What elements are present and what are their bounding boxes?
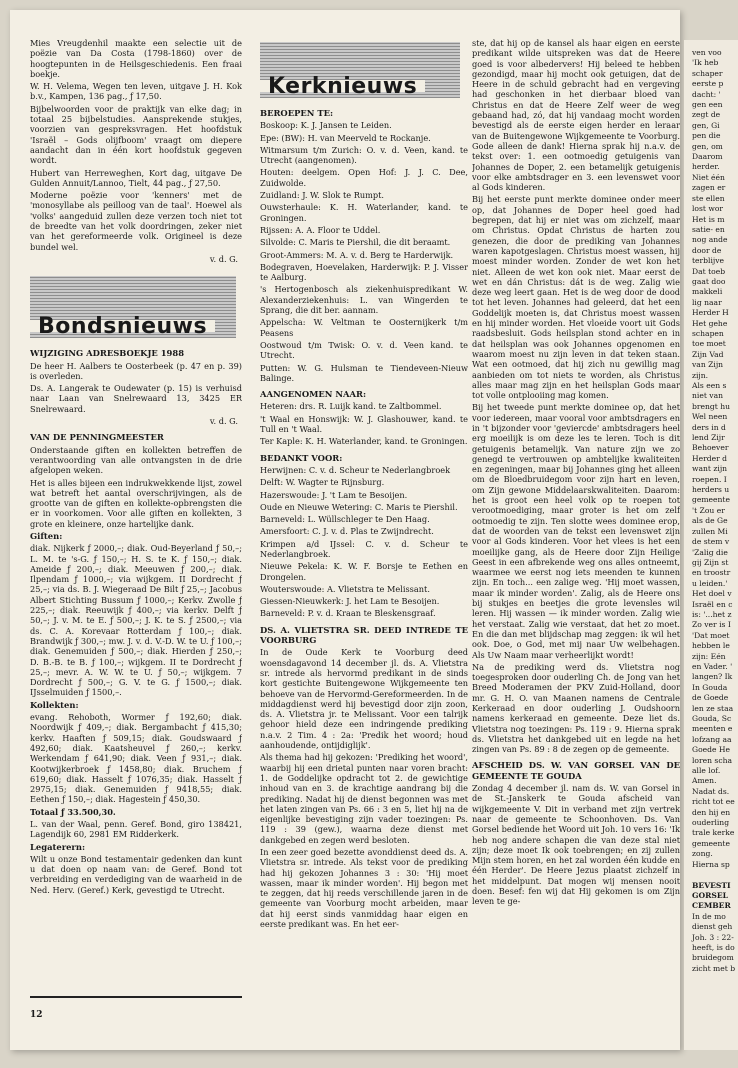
beroepen-item: Boskoop: K. J. Jansen te Leiden. (260, 120, 392, 131)
next-page-line: u leiden.' (692, 578, 728, 588)
next-page-line: dienst geh (692, 922, 733, 932)
next-page-line: Nadat ds. (692, 786, 730, 796)
next-page-line: zagen er (692, 183, 726, 193)
signature: v. d. G. (209, 253, 238, 264)
heading-penningmeester: VAN DE PENNINGMEESTER (30, 432, 164, 443)
next-page-line: gaat doo (692, 276, 726, 286)
next-page-line: ders in d (692, 422, 726, 432)
next-page-line: den hij en (692, 807, 731, 817)
next-page-line: langen? Ik (692, 672, 733, 682)
next-page-line: Niet één (692, 172, 725, 182)
next-page-line: want zijn (692, 464, 728, 474)
next-page-text (684, 40, 738, 974)
magazine-page (10, 10, 680, 1050)
totaal-note: L. van der Waal, penn. Geref. Bond, giro 138421, Lagendijk 60, 2981 EM Ridderkerk. (30, 819, 242, 840)
banner-title: Bondsnieuws (30, 320, 215, 332)
next-page-line: niet van (692, 391, 723, 401)
aangenomen-item: Ter Kaple: K. H. Waterlander, kand. te Groningen. (260, 436, 468, 447)
book-review-2-title: W. H. Velema, Wegen ten leven, uitgave J. H. Kok b.v., Kampen, 136 pag., ƒ 17,50. (30, 81, 242, 102)
next-page-line: Israël en c (692, 599, 733, 609)
next-page-line: 't Zou er (692, 505, 725, 515)
bedankt-item: Wouterswoude: A. Vlietstra te Melissant. (260, 583, 430, 594)
next-page-line: Wel neen (692, 412, 728, 422)
next-page-line: lofzang aa (692, 734, 732, 744)
intrede-para: Als thema had hij gekozen: 'Prediking het woord', waarbij hij een drietal punten naar voren bracht: 1. de Goddelijke opdracht tot 2. de gewichtige inhoud van en 3. de krachtige aandrang bij die prediking. Nadat hij de dienst begonnen was met het laten zingen van Ps. 66 : 3 en 5, liet hij na de eigenlijke bevestiging zijn vader toezingen: Ps. 119 : 39 (gew.), waarna deze dienst met dankgebed en zegen werd besloten. (260, 752, 468, 845)
legaten-text: Wilt u onze Bond testamentair gedenken dan kunt u dat doen op naam van: de Geref. Bond tot verbreiding en verdediging van de waarheid in de Ned. Herv. (Geref.) Kerk, gevestigd te Utrecht. (30, 853, 242, 895)
next-page-line: Herder H (692, 308, 729, 318)
next-page-line: dacht: ' (692, 89, 721, 99)
adres-item: Ds. A. Langerak te Oudewater (p. 15) is verhuisd naar Laan van Snelrewaard 13, 3425 ER Snelrewaard. (30, 383, 242, 414)
next-page-line: alle lof. (692, 766, 721, 776)
next-page-line: roepen. I (692, 474, 727, 484)
giften-list: diak. Nijkerk ƒ 2000,–; diak. Oud-Beyerland ƒ 50,–; L. M. te 's-G. ƒ 150,–; H. S. te K. ƒ 150,–; diak. Ameide ƒ 200,–; diak. Meeuwen ƒ 200,–; diak. Ilpendam ƒ 1000,–; via wijkgem. II Dordrecht ƒ 25,–; via ds. B. J. Wiegeraad De Bilt ƒ 25,–; Jacobus Albert Stichting Bussum ƒ 1000,–; Kerkv. Zwolle ƒ 225,–; diak. Reeuwijk ƒ 400,–; via kerkv. Delft ƒ 50,–; J. v. M. te E. ƒ 500,–; J. K. te S. ƒ 2500,–; via ds. C. A. Korevaar Rotterdam ƒ 100,–; diak. Brandwijk ƒ 300,–; mw. J. v. d. V.-D. W. te U. ƒ 100,–; diak. Genemuiden ƒ 500,–; diak. Hierden ƒ 250,–; D. B.-B. te B. ƒ 100,–; wijkgem. II te Dordrecht ƒ 25,–; mevr. A. W. W. te U. ƒ 50,–; wijkgem. 7 Dordrecht ƒ 500,–; G. V. te G. ƒ 1500,–; diak. IJsselmuiden ƒ 1500,–. (30, 543, 242, 698)
next-page-line: Daarom (692, 152, 723, 162)
beroepen-item: Putten: W. G. Hulsman te Tiendeveen-Nieuw Balinge. (260, 362, 468, 383)
heading-aangenomen: AANGENOMEN NAAR: (260, 389, 367, 400)
next-page-line: ven voo (692, 48, 722, 57)
beroepen-item: Oostwoud t/m Twisk: O. v. d. Veen kand. te Utrecht. (260, 339, 468, 361)
next-page-line: In de mo (692, 911, 726, 921)
next-page-line: van Zijn (692, 360, 724, 370)
next-page-edge (684, 40, 738, 1050)
next-page-line: Amen. (692, 776, 717, 786)
next-page-line: nog ande (692, 235, 728, 245)
beroepen-item: Groot-Ammers: M. A. v. d. Berg te Harderwijk. (260, 249, 454, 260)
next-page-line: de Goede (692, 693, 729, 703)
next-page-line: 'Ik heb (692, 58, 719, 68)
bedankt-item: Herwijnen: C. v. d. Scheur te Nederlangbroek (260, 464, 451, 475)
next-page-line: Gouda, Sc (692, 714, 732, 723)
next-page-line: lend Zijr (692, 433, 725, 443)
next-page-line: 'Dat moet (692, 630, 730, 640)
next-page-line: Goede He (692, 745, 731, 755)
next-page-line: zicht met b (692, 963, 736, 973)
intrede-para: In de Oude Kerk te Voorburg deed woensdagavond 14 december jl. ds. A. Vlietstra sr. intrede als hervormd predikant in de sinds kort gestichte Buitengewone Wijkgemeente ten behoeve van de Hervormd-Gereformeerden. In de middagdienst werd hij bevestigd door zijn zoon, ds. A. Vlietstra jr. te Melissant. Voor een talrijk gehoor hield deze een indringende prediking n.a.v. 2 Tim. 4 : 2a: 'Predik het woord; houd aanhoudende, ontijdiglijk'. (260, 647, 468, 751)
article-para: Bij het tweede punt merkte dominee op, dat het voor iedereen, maar vooral voor ambtsdragers en in 't bijzonder voor 'geviercde' ambtsdragers heel erg moeilijk is om deze les te leren. Toch is dit getuigenis betamelijk. Van nature zijn we zo genegd te vertrouwen op ambtelijke kwaliteiten en zegeningen, maar bij Johannes ging het alleen om de Bloedbruidegom voor zijn hart en leven, om Zijn gewone Middelaarskwaliteiten. Daarom: het is groot een heel volk op te roepen tot verootmoediging, maar groter is het om zelf ootmoedig te zijn. Ten slotte wees dominee erop, dat de woorden van de tekst een levenswet zijn voor al Gods kinderen. Voor het vlees is het een moeilijke gang, als de Heere door Zijn Heilige Geest in een afbrekende weg ons alles ontneemt, waarmee we eerst nog iets meenden te kunnen zijn. En toch... een zalige weg. 'Hij moet wassen, maar ik minder worden'. Zalig, als de Heere ons bij stukjes en beetjes die grote levensles wil leren. Hij wassen — ik minder worden. Zalig wie het verstaat. Zalig wie verstaat, dat het zo moet. En die dan met blijdschap mag zeggen: ik wil het ook. Doe, o God, met mij naar Uw welbehagen. Als Uw Naam maar verheerlijkt wordt! (472, 402, 680, 660)
next-page-line: zong. (692, 849, 713, 859)
page-number: 12 (30, 1010, 43, 1020)
column-2 (260, 38, 468, 1028)
next-page-line: en Vader. ' (692, 661, 733, 671)
bedankt-item: Delft: W. Wagter te Rijnsburg. (260, 477, 385, 488)
bedankt-item: Amersfoort: C. J. v. d. Plas te Zwijndrecht. (260, 526, 434, 537)
next-page-line: schapen (692, 328, 724, 338)
beroepen-item: Appelscha: W. Veltman te Oosternijkerk t/m Peasens (260, 317, 468, 338)
article-para: Bij het eerste punt merkte dominee onder meer op, dat Johannes de Doper heel goed had begrepen, dat hij er niet was om zichzelf, maar om Christus. Opdat Christus de harten zou genezen, die door de prediking van Johannes waren kapotgeslagen. Christus moest wassen, hij moest minder worden. Zonder de wet kon het niet. Alleen de wet kon ook niet. Maar eerst de wet en dán Christus: dát is de weg. Zalig wie deze weg leert gaan. Het is de weg door de dood tot het leven. Johannes had geleerd, dat het een Goddelijk moeten is, dat Christus moest wassen en hij minder worden. Het vloeide voort uit Gods raadsbesluit. Gods heilsplan stond achter en in dat heilsplan was ook Johannes opgenomen en waarom moest nu zijn leven in dat teken staan. Wat een ootmoed, dat hij zich nu gewillig mag aanbieden om tot niets te worden, als Christus alles maar mag zijn en het heilsplan Gods maar tot volle ontplooiing mag komen. (472, 194, 680, 401)
penning-para: Onderstaande giften en kollekten betreffen de verantwoording van alle ontvangsten in de drie afgelopen weken. (30, 444, 242, 476)
beroepen-item: Epe: (BW): H. van Meerveld te Rockanje. (260, 132, 431, 143)
bedankt-item: Krimpen a/d IJssel: C. v. d. Scheur te Nederlangbroek. (260, 538, 468, 559)
next-page-line: trale kerke (692, 828, 735, 838)
next-page-line: lig naar (692, 297, 722, 307)
aangenomen-item: Heteren: drs. R. Luijk kand. te Zaltbommel. (260, 401, 442, 412)
next-page-line: Joh. 3 : 22- (692, 932, 734, 942)
bedankt-item: Giessen-Nieuwkerk: J. het Lam te Besoijen. (260, 596, 440, 607)
afscheid-para: Zondag 4 december jl. nam ds. W. van Gorsel in de St.-Janskerk te Gouda afscheid van wijkgemeente V. Dit in verband met zijn vertrek naar de gemeente te Schoonhoven. Ds. Van Gorsel bediende het Woord uit Joh. 10 vers 16: 'Ik heb nog andere schapen die van deze stal niet zijn; deze moet Ik ook toebrengen; en zij zullen Mijn stem horen, en het zal worden één kudde en één Herder'. De Heere Jezus plaatst zichzelf in het middelpunt. Dat mogen wij mensen nooit doen. Besef: fen wij dat Hij gekomen is om Zijn leven te ge- (472, 783, 680, 907)
article-para: ste, dat hij op de kansel als haar eigen en eerste predikant wilde uitspreken was dat de Heere goed is voor albedervers! Hij beleed te hebben gezondigd, maar hij mocht ook getuigen, dat de Heere in de schuld gebracht had en vergeving had geschonken in het dierbaar bloed van Christus en dat de Heere Zelf weer de weg gebaand had, zó, dat hij vandaag mocht worden bevestigd als de eerste eigen herder en leraar van de Buitengewone Wijkgemeente te Voorburg. Gode alleen de dank! Hierna sprak hij n.a.v. de tekst over: 1. een ootmoedig getuigenis van Johannes de Doper, 2. een betamelijk getuigenis voor elke ambtsdrager en 3. een levenswet voor al Gods kinderen. (472, 38, 680, 193)
next-page-line: gij Zijn st (692, 557, 729, 567)
heading-beroepen: BEROEPEN TE: (260, 108, 334, 118)
book-review-2: Bijbelwoorden voor de praktijk van elke dag; in totaal 25 bijbelstudies. Aansprekende stukjes, voorzien van gespreksvragen. Het hoofdstuk 'Israël – Gods olijfboom' vraagt om diepere aandacht dan in één kort hoofdstuk gegeven wordt. (30, 103, 242, 166)
next-page-line: Het doel v (692, 589, 732, 599)
next-page-line: Het gehe (692, 318, 728, 328)
book-review-3-title: Hubert van Herreweghen, Kort dag, uitgave De Gulden Annuit/Lannoo, Tielt, 44 pag., ƒ 27,50. (30, 167, 242, 188)
next-page-line: zijn: Eén (692, 651, 726, 661)
next-page-line: makkeli (692, 287, 723, 297)
next-page-line: satie- en (692, 224, 725, 234)
next-page-line: en troostr (692, 568, 731, 578)
bedankt-item: Nieuwe Pekela: K. W. F. Borsje te Eethen en Drongelen. (260, 561, 468, 582)
next-page-line: Zijn Vad (692, 349, 724, 359)
next-page-line: Behoever (692, 443, 729, 453)
signature: v. d. G. (209, 416, 238, 427)
next-page-line: de stem v (692, 537, 730, 547)
next-page-line: Het is m (692, 214, 725, 224)
penning-para: Het is alles bijeen een indrukwekkende lijst, zowel wat betreft het aantal overschrijvingen, als de grootte van de giften en kollekte-opbrengsten die er in voorkomen. Voor alle giften en kollekten, 3 grote en kleinere, onze hartelijke dank. (30, 477, 242, 529)
bedankt-item: Hazerswoude: J. 't Lam te Besoijen. (260, 489, 408, 500)
heading-legaten: Legaterern: (30, 841, 86, 852)
next-page-line: brengt hu (692, 401, 730, 411)
next-page-line: toe moet (692, 339, 726, 349)
next-page-line: zegt de (692, 110, 721, 120)
next-page-line: 'Zalig die (692, 547, 728, 557)
bedankt-item: Barneveld: P. v. d. Kraan te Bleskensgraaf. (260, 608, 436, 619)
beroepen-item: Silvolde: C. Maris te Piershil, die dit beraamt. (260, 237, 451, 248)
section-banner-kerknieuws (260, 42, 460, 98)
next-page-line: heeft, is do (692, 942, 735, 952)
kollekten-list: evang. Rehoboth, Wormer ƒ 192,60; diak. Noordwijk ƒ 409,–; diak. Bergambacht ƒ 415,30; kerkv. Haaften ƒ 509,15; diak. Goudswaard ƒ 492,60; diak. Kaatsheuvel ƒ 260,–; kerkv. Werkendam ƒ 641,90; diak. Veen ƒ 931,–; diak. Kootwijkerbroek ƒ 1458,80; diak. Bruchem ƒ 619,60; diak. Hasselt ƒ 1076,35; diak. Hasselt ƒ 2975,15; diak. Genemuiden ƒ 9418,55; diak. Eethen ƒ 150,–; diak. Hagestein ƒ 450,30. (30, 712, 242, 805)
next-page-line: Als een s (692, 381, 727, 390)
beroepen-item: 's Hertogenbosch als ziekenhuispredikant W. Alexanderziekenhuis: L. van Wingerden te Sprang, die dit ber. aannam. (260, 284, 468, 316)
book-review-1: Mies Vreugdenhil maakte een selectie uit de poëzie van Da Costa (1798-1860) over de hoogtepunten in de Heilsgeschiedenis. Een fraai boekje. (30, 38, 242, 79)
aangenomen-item: 't Waal en Honswijk: W. J. Glashouwer, kand. te Tull en 't Waal. (260, 413, 468, 435)
next-page-line: ouderling (692, 818, 730, 828)
beroepen-item: Zuidland: J. W. Slok te Rumpt. (260, 190, 385, 201)
next-page-line: In Gouda (692, 682, 728, 692)
beroepen-item: Houten: deelgem. Open Hof: J. J. C. Dee, Zuidwolde. (260, 167, 468, 188)
next-page-line: eerste p (692, 79, 724, 89)
column-1 (30, 38, 242, 1028)
next-page-line: herder. (692, 162, 720, 172)
heading-kollekten: Kollekten: (30, 699, 79, 710)
next-page-line: gen een (692, 100, 723, 110)
next-page-line: richt tot ee (692, 797, 735, 807)
next-page-line: schaper (692, 68, 723, 78)
heading-giften: Giften: (30, 530, 63, 541)
bedankt-item: Barneveld: L. Wüllschleger te Den Haag. (260, 514, 430, 525)
beroepen-item: Rijssen: A. A. Floor te Uddel. (260, 224, 381, 235)
next-page-line: ste ellen (692, 193, 725, 203)
next-page-line: door de (692, 245, 722, 255)
next-page-line: Hierna sp (692, 859, 730, 869)
next-page-line: terblijve (692, 256, 725, 266)
bottom-rule (30, 996, 242, 998)
next-page-line: herders u (692, 485, 730, 495)
next-page-line: zijn. (692, 370, 709, 380)
intrede-para: In een zeer goed bezette avonddienst deed ds. A. Vlietstra sr. intrede. Als tekst voor de prediking had hij gekozen Johannes 3 : 30: 'Hij moet wassen, maar ik minder worden'. Hij begon met te zeggen, dat hij reeds verschillende jaren in de gemeente van Voorburg mocht arbeiden, maar dat hij eerst sinds vanmiddag haar eigen en eerste predikant was. En het eer- (260, 847, 468, 930)
heading-afscheid: AFSCHEID DS. W. VAN GORSEL VAN DE GEMEENTE TE GOUDA (472, 760, 680, 781)
column-3 (472, 38, 680, 1028)
next-page-line: Herder d (692, 453, 728, 463)
beroepen-item: Bodegraven, Hoevelaken, Harderwijk: P. J. Visser te Aalburg. (260, 261, 468, 283)
next-page-line: gen, om (692, 141, 723, 151)
next-page-line: GORSEL (692, 890, 729, 900)
bedankt-item: Oude en Nieuwe Wetering: C. Maris te Piershil. (260, 501, 458, 512)
next-page-line: Zo ver is I (692, 620, 731, 630)
next-page-line: lost wor (692, 204, 724, 214)
next-page-line: Dat toeb (692, 266, 726, 276)
next-page-line: loren scha (692, 755, 732, 765)
adres-item: De heer H. Aalbers te Oosterbeek (p. 47 en p. 39) is overleden. (30, 360, 242, 381)
article-para: Na de prediking werd ds. Vlietstra nog toegesproken door ouderling Ch. de Jong van het Breed Moderamen der PKV Zuid-Holland, door mr. G. H. O. van Maanen namens de Centrale Kerkeraad en door ouderling J. Oudshoorn namens kerkeraad en gemeente. Deze liet ds. Vlietstra nog toezingen: Ps. 119 : 9. Hierna sprak ds. Vlietstra het dankgebed uit en legde na het zingen van Ps. 89 : 8 de zegen op de gemeente. (472, 661, 680, 755)
next-page-line: meenten e (692, 724, 733, 734)
next-page-line: gemeente (692, 838, 730, 848)
beroepen-item: Ouwsterhaule: K. H. Waterlander, kand. te Groningen. (260, 202, 468, 223)
next-page-line: len ze staa (692, 703, 734, 713)
next-page-line: gen, Gi (692, 120, 720, 130)
book-review-3: Moderne poëzie voor 'kenners' met de 'monosyllabe als peilloog van de taal'. Hoewel als 'volks' aangeduid zullen deze verzen toch niet tot de breedte van het volk doordringen, zeker niet van het gereformeerde volk. Origineel is deze bundel wel. (30, 190, 242, 252)
heading-intrede: DS. A. VLIETSTRA SR. DEED INTREDE TE VOORBURG (260, 624, 468, 646)
section-banner-bondsnieuws (30, 276, 236, 338)
heading-adresboekje: WIJZIGING ADRESBOEKJE 1988 (30, 348, 185, 359)
totaal: Totaal ƒ 33.500,30. (30, 806, 116, 817)
next-page-line: is: '...het z (692, 609, 732, 619)
banner-title: Kerknieuws (260, 80, 425, 92)
next-page-line: gemeente (692, 495, 730, 505)
next-page-line: bruidegom (692, 953, 734, 963)
beroepen-item: Witmarsum t/m Zurich: O. v. d. Veen, kand. te Utrecht (aangenomen). (260, 144, 468, 166)
next-page-line: zullen Mi (692, 526, 728, 536)
next-page-line: CEMBER (692, 901, 731, 911)
next-page-line: als de Ge (692, 516, 728, 526)
next-page-line: BEVESTI (692, 880, 731, 890)
next-page-line: pen die (692, 131, 721, 141)
next-page-line (692, 870, 738, 880)
heading-bedankt: BEDANKT VOOR: (260, 452, 343, 463)
next-page-line: hebben le (692, 641, 730, 651)
